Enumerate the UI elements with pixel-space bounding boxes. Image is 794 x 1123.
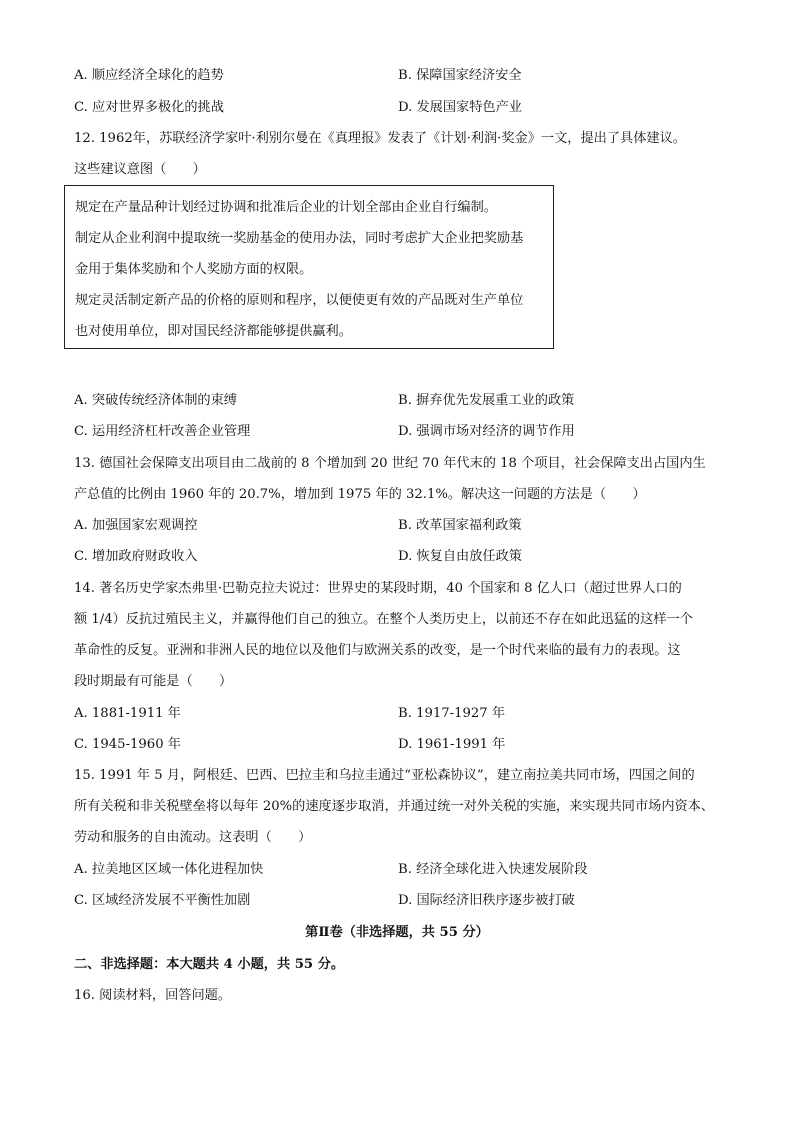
- q15-stem-line: 劳动和服务的自由流动。这表明（ ）: [74, 830, 312, 845]
- q12-option-a: A. 突破传统经济体制的束缚: [74, 393, 237, 408]
- q15-option-a: A. 拉美地区区域一体化进程加快: [74, 862, 264, 877]
- q15-option-d: D. 国际经济旧秩序逐步被打破: [398, 893, 575, 908]
- q11-option-a: A. 顺应经济全球化的趋势: [74, 68, 224, 83]
- q12-material-line: 规定在产量品种计划经过协调和批准后企业的计划全部由企业自行编制。: [75, 200, 497, 215]
- q13-stem-line: 产总值的比例由 1960 年的 20.7%，增加到 1975 年的 32.1%。解决这一问题的方法是（ ）: [74, 487, 646, 502]
- section-heading: 二、非选择题：本大题共 4 小题，共 55 分。: [74, 957, 345, 972]
- q13-option-b: B. 改革国家福利政策: [398, 518, 522, 533]
- q14-stem-line: 段时期最有可能是（ ）: [74, 674, 233, 689]
- q14-stem-line: 14. 著名历史学家杰弗里·巴勒克拉夫说过：世界史的某段时期，40 个国家和 8 亿人口（超过世界人口的: [74, 581, 682, 596]
- q12-material-box: [64, 185, 554, 349]
- q15-stem-line: 15. 1991 年 5 月，阿根廷、巴西、巴拉圭和乌拉圭通过“亚松森协议”，建立南拉美共同市场，四国之间的: [74, 768, 695, 783]
- q11-option-c: C. 应对世界多极化的挑战: [74, 100, 224, 115]
- q12-stem-line: 12. 1962年，苏联经济学家叶·利别尔曼在《真理报》发表了《计划·利润·奖金》一文，提出了具体建议。: [74, 131, 686, 146]
- part2-title: 第Ⅱ卷（非选择题，共 55 分）: [305, 925, 489, 940]
- q14-option-b: B. 1917-1927 年: [398, 706, 506, 721]
- q14-option-d: D. 1961-1991 年: [398, 737, 506, 752]
- q15-stem-line: 所有关税和非关税壁垒将以每年 20%的速度逐步取消，并通过统一对外关税的实施，来实现共同市场内资本、: [74, 799, 715, 814]
- q14-option-a: A. 1881-1911 年: [74, 706, 181, 721]
- q12-material-line: 制定从企业利润中提取统一奖励基金的使用办法，同时考虑扩大企业把奖励基: [75, 231, 524, 246]
- q13-option-c: C. 增加政府财政收入: [74, 549, 198, 564]
- q12-option-b: B. 摒弃优先发展重工业的政策: [398, 393, 575, 408]
- q12-option-d: D. 强调市场对经济的调节作用: [398, 424, 575, 439]
- q16-stem: 16. 阅读材料，回答问题。: [74, 988, 232, 1003]
- q12-option-c: C. 运用经济杠杆改善企业管理: [74, 424, 251, 439]
- q13-stem-line: 13. 德国社会保障支出项目由二战前的 8 个增加到 20 世纪 70 年代末的 18 个项目，社会保障支出占国内生: [74, 456, 706, 471]
- q14-stem-line: 革命性的反复。亚洲和非洲人民的地位以及他们与欧洲关系的改变，是一个时代来临的最有力的表现。这: [74, 643, 681, 658]
- q13-option-d: D. 恢复自由放任政策: [398, 549, 522, 564]
- q15-option-b: B. 经济全球化进入快速发展阶段: [398, 862, 588, 877]
- q11-option-b: B. 保障国家经济安全: [398, 68, 522, 83]
- q15-option-c: C. 区域经济发展不平衡性加剧: [74, 893, 251, 908]
- q12-stem-line: 这些建议意图（ ）: [74, 162, 206, 177]
- q12-material-line: 规定灵活制定新产品的价格的原则和程序，以便使更有效的产品既对生产单位: [75, 293, 524, 308]
- q11-option-d: D. 发展国家特色产业: [398, 100, 522, 115]
- q12-material-line: 金用于集体奖励和个人奖励方面的权限。: [75, 262, 313, 277]
- q14-stem-line: 额 1/4）反抗过殖民主义，并赢得他们自己的独立。在整个人类历史上，以前还不存在如此迅猛的这样一个: [74, 612, 693, 627]
- q12-material-line: 也对使用单位，即对国民经济都能够提供赢利。: [75, 324, 352, 339]
- q13-option-a: A. 加强国家宏观调控: [74, 518, 198, 533]
- q14-option-c: C. 1945-1960 年: [74, 737, 181, 752]
